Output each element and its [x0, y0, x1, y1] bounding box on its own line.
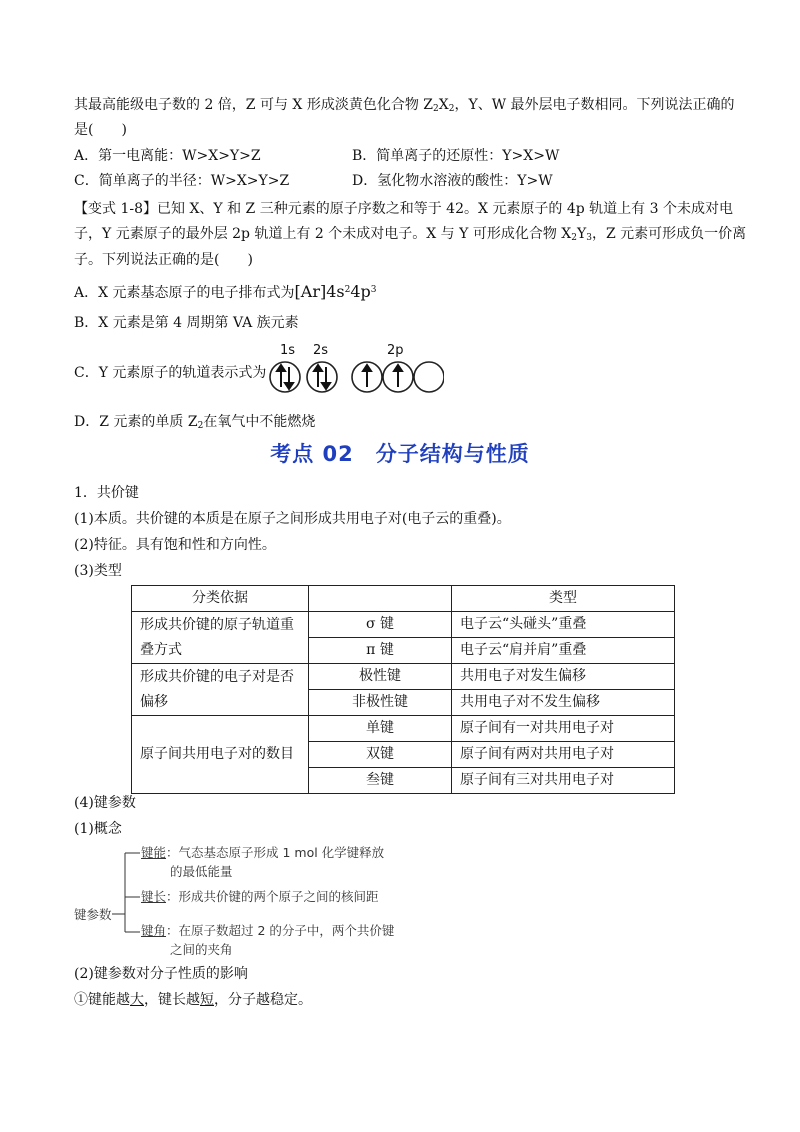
variant-text-a: 子，Y 元素原子的最外层 2p 轨道上有 2 个未成对电子。X 与 Y 可形成化合物 X [74, 226, 572, 242]
bond-name: 叁键 [309, 768, 452, 794]
bond-energy-line-1 [141, 844, 384, 862]
basis-orbital-overlap: 形成共价键的原子轨道重叠方式 [132, 612, 309, 664]
bond-angle-line-1 [141, 922, 394, 940]
option-b: B．简单离子的还原性：Y>X>W [352, 148, 560, 164]
bond-angle-desc: ：在原子数超过 2 的分子中，两个共价键 [166, 923, 395, 938]
bond-name: 单键 [309, 716, 452, 742]
bond-desc: 原子间有一对共用电子对 [452, 716, 675, 742]
bond-name: 双键 [309, 742, 452, 768]
electron-config-part2: 4p [350, 282, 371, 301]
electron-config-part1: [Ar]4s [294, 282, 345, 301]
electron-config [295, 282, 377, 301]
bond-desc: 共用电子对发生偏移 [452, 664, 675, 690]
intro-sub-2: 2 [448, 104, 455, 114]
orbital-2s-circle [307, 362, 337, 392]
bond-desc: 电子云“头碰头”重叠 [452, 612, 675, 638]
covalent-essence: (1)本质。共价键的本质是在原子之间形成共用电子对(电子云的重叠)。 [74, 511, 511, 527]
variant-option-d-text-a: D．Z 元素的单质 Z [74, 414, 198, 430]
bond-params-effect-title: (2)键参数对分子性质的影响 [74, 966, 248, 982]
bond-length-line [141, 888, 379, 906]
bond-desc: 原子间有两对共用电子对 [452, 742, 675, 768]
variant-option-b: B．X 元素是第 4 周期第 VA 族元素 [74, 315, 299, 331]
variant-option-d-sub: 2 [197, 421, 204, 431]
variant-option-d-text-b: 在氧气中不能燃烧 [203, 414, 316, 430]
bond-desc: 原子间有三对共用电子对 [452, 768, 675, 794]
bond-desc: 共用电子对不发生偏移 [452, 690, 675, 716]
rule-text-d: 短 [200, 992, 214, 1008]
bond-params-concept: (1)概念 [74, 821, 122, 837]
electron-config-sup1: 2 [344, 285, 351, 295]
bond-name: π 键 [309, 638, 452, 664]
rule-text-c: ，键长越 [144, 992, 200, 1008]
bond-params-rule-1 [74, 990, 312, 1010]
bond-energy-term: 键能 [141, 845, 167, 860]
bond-params-bracket [112, 845, 142, 945]
rule-text-e: ，分子越稳定。 [214, 992, 312, 1008]
header-empty [309, 586, 452, 612]
bond-classification-table [131, 585, 675, 794]
bond-params-title: (4)键参数 [74, 795, 136, 811]
variant-line-3: 子。下列说法正确的是( ) [74, 252, 253, 268]
variant-text-c: ，Z 元素可形成负一价离 [591, 226, 747, 242]
covalent-feature: (2)特征。具有饱和性和方向性。 [74, 537, 276, 553]
variant-sub-1: 2 [571, 233, 577, 243]
bond-angle-term: 键角 [141, 923, 167, 938]
orbital-label-1s: 1s [280, 343, 296, 358]
header-type: 类型 [452, 586, 675, 612]
rule-text-b: 大 [130, 992, 144, 1008]
bond-length-desc: ：形成共价键的两个原子之间的核间距 [166, 889, 379, 904]
bond-name: 极性键 [309, 664, 452, 690]
variant-option-d [74, 412, 315, 436]
orbital-label-2p: 2p [387, 343, 404, 358]
electron-config-sup2: 3 [370, 285, 377, 295]
orbital-1s-circle [270, 362, 300, 392]
table-header-row [132, 586, 675, 612]
variant-option-c: C．Y 元素原子的轨道表示式为 [74, 365, 267, 381]
table-row [132, 716, 675, 742]
variant-text-b: Y [576, 226, 587, 242]
bond-name: 非极性键 [309, 690, 452, 716]
variant-line-1: 【变式 1-8】已知 X、Y 和 Z 三种元素的原子序数之和等于 42。X 元素原子的 4p 轨道上有 3 个未成对电 [74, 201, 733, 217]
intro-text-c: ，Y、W 最外层电子数相同。下列说法正确的 [454, 97, 735, 113]
orbital-2p-circle-3 [414, 362, 444, 392]
bond-length-term: 键长 [141, 889, 167, 904]
variant-option-a [74, 280, 377, 303]
rule-text-a: ①键能越 [74, 992, 130, 1008]
option-d: D．氢化物水溶液的酸性：Y>W [352, 173, 553, 189]
option-a: A．第一电离能：W>X>Y>Z [74, 148, 261, 164]
intro-line-1 [74, 95, 735, 119]
basis-pair-count: 原子间共用电子对的数目 [132, 716, 309, 794]
intro-sub-1: 2 [433, 104, 439, 114]
bond-desc: 电子云“肩并肩”重叠 [452, 638, 675, 664]
bond-energy-line-2: 的最低能量 [170, 864, 233, 879]
header-basis: 分类依据 [132, 586, 309, 612]
intro-text-a: 其最高能级电子数的 2 倍，Z 可与 X 形成淡黄色化合物 Z [74, 97, 434, 113]
option-c: C．简单离子的半径：W>X>Y>Z [74, 173, 290, 189]
section-heading: 考点 02 分子结构与性质 [270, 442, 530, 466]
bond-params-root: 键参数 [74, 907, 112, 922]
bond-energy-desc: ：气态基态原子形成 1 mol 化学键释放 [166, 845, 385, 860]
table-row [132, 664, 675, 690]
orbital-diagram [264, 358, 444, 396]
covalent-types-title: (3)类型 [74, 563, 122, 579]
orbital-label-2s: 2s [313, 343, 329, 358]
variant-line-2 [74, 224, 746, 248]
intro-line-2: 是( ) [74, 122, 127, 138]
bond-angle-line-2: 之间的夹角 [170, 942, 233, 957]
covalent-bond-title: 1．共价键 [74, 485, 139, 501]
intro-text-b: X [438, 97, 449, 113]
table-row [132, 612, 675, 638]
bond-name: σ 键 [309, 612, 452, 638]
variant-option-a-text: A．X 元素基态原子的电子排布式为 [74, 285, 295, 301]
variant-sub-2: 3 [586, 233, 592, 243]
basis-pair-shift: 形成共价键的电子对是否偏移 [132, 664, 309, 716]
